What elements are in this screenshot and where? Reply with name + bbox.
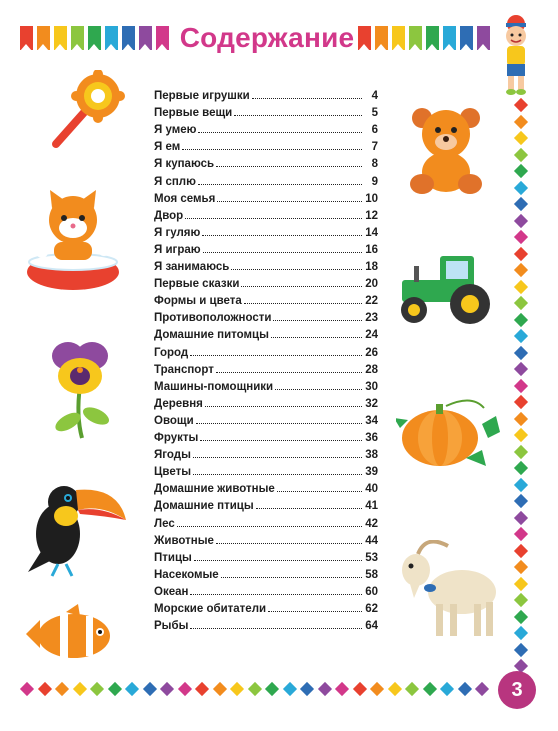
toc-entry-title: Первые игрушки bbox=[154, 90, 250, 102]
toc-leader-dots bbox=[216, 166, 362, 167]
toc-entry bbox=[154, 359, 378, 376]
toc-entry-title: Морские обитатели bbox=[154, 603, 267, 615]
pumpkin-icon bbox=[396, 398, 506, 470]
border-diamond bbox=[514, 378, 528, 392]
toc-entry bbox=[154, 119, 378, 136]
toc-entry-page: 26 bbox=[365, 346, 378, 359]
border-diamond bbox=[247, 682, 261, 696]
toc-leader-dots bbox=[196, 423, 362, 424]
toc-leader-dots bbox=[244, 303, 362, 304]
toc-entry bbox=[154, 205, 378, 222]
toc-entry bbox=[154, 102, 378, 119]
toc-entry bbox=[154, 410, 378, 427]
toc-entry-page: 12 bbox=[365, 209, 378, 222]
bunting-flag bbox=[139, 26, 152, 50]
toc-leader-dots bbox=[193, 457, 362, 458]
toc-entry bbox=[154, 530, 378, 547]
toc-leader-dots bbox=[252, 98, 362, 99]
toc-entry-page: 24 bbox=[365, 329, 378, 342]
toc-entry-title: Я умею bbox=[154, 124, 197, 137]
toc-entry-page: 32 bbox=[365, 397, 378, 410]
toc-entry bbox=[154, 427, 378, 444]
toc-leader-dots bbox=[198, 184, 362, 185]
toc-entry bbox=[154, 324, 378, 341]
toc-entry-page: 23 bbox=[365, 312, 378, 325]
bunting-flag bbox=[54, 26, 67, 50]
bunting-flag bbox=[88, 26, 101, 50]
bunting-left bbox=[20, 26, 176, 52]
border-diamond bbox=[300, 682, 314, 696]
toc-entry-page: 8 bbox=[371, 158, 378, 171]
toc-entry-title: Я гуляю bbox=[154, 226, 201, 239]
toc-entry bbox=[154, 393, 378, 410]
toc-leader-dots bbox=[202, 235, 362, 236]
toc-entry-title: Овощи bbox=[154, 414, 194, 427]
border-diamond bbox=[514, 626, 528, 640]
toc-entry-page: 60 bbox=[365, 585, 378, 598]
toc-entry-title: Я играю bbox=[154, 243, 201, 256]
border-diamond bbox=[514, 543, 528, 557]
border-diamond bbox=[177, 682, 191, 696]
border-diamond bbox=[514, 494, 528, 508]
bunting-flag bbox=[358, 26, 371, 50]
toc-entry bbox=[154, 256, 378, 273]
toc-entry-title: Птицы bbox=[154, 551, 192, 564]
toc-entry-page: 40 bbox=[365, 483, 378, 496]
toc-entry bbox=[154, 222, 378, 239]
toc-leader-dots bbox=[177, 526, 362, 527]
toc-entry-title: Ягоды bbox=[154, 449, 191, 462]
bunting-flag bbox=[460, 26, 473, 50]
toc-entry bbox=[154, 461, 378, 478]
page-number-badge: 3 bbox=[498, 671, 536, 709]
border-diamond bbox=[514, 263, 528, 277]
bunting-flag bbox=[443, 26, 456, 50]
toc-leader-dots bbox=[190, 594, 362, 595]
border-diamond bbox=[514, 180, 528, 194]
border-diamond bbox=[317, 682, 331, 696]
border-diamond bbox=[514, 131, 528, 145]
toc-leader-dots bbox=[216, 372, 362, 373]
rattle-icon bbox=[42, 70, 126, 152]
toc-entry bbox=[154, 307, 378, 324]
border-diamond bbox=[212, 682, 226, 696]
toc-entry-title: Фрукты bbox=[154, 432, 199, 444]
toc-entry bbox=[154, 581, 378, 598]
toc-entry-page: 38 bbox=[365, 449, 378, 462]
bunting-flag bbox=[392, 26, 405, 50]
toc-entry-page: 62 bbox=[365, 603, 378, 615]
toc-entry-page: 28 bbox=[365, 363, 378, 376]
toc-entry bbox=[154, 342, 378, 359]
toc-entry-title: Я занимаюсь bbox=[154, 261, 230, 273]
tractor-icon bbox=[392, 252, 496, 326]
border-diamond bbox=[387, 682, 401, 696]
bunting-flag bbox=[477, 26, 490, 50]
border-diamond bbox=[405, 682, 419, 696]
toc-leader-dots bbox=[268, 611, 362, 612]
toc-entry bbox=[154, 188, 378, 205]
toc-entry-page: 30 bbox=[365, 380, 378, 393]
toc-entry-title: Животные bbox=[154, 534, 214, 547]
toc-entry bbox=[154, 547, 378, 564]
toc-entry-page: 39 bbox=[365, 466, 378, 479]
kitten-icon bbox=[22, 186, 124, 296]
bunting-flag bbox=[156, 26, 169, 50]
border-diamond bbox=[55, 682, 69, 696]
border-diamond bbox=[195, 682, 209, 696]
page-title: Содержание bbox=[179, 22, 355, 53]
border-diamond bbox=[514, 560, 528, 574]
toc-entry-title: Формы и цвета bbox=[154, 295, 242, 308]
goat-icon bbox=[396, 540, 504, 640]
border-diamond bbox=[514, 230, 528, 244]
border-diamond bbox=[514, 411, 528, 425]
toc-entry-page: 22 bbox=[365, 295, 378, 308]
bunting-flag bbox=[20, 26, 33, 50]
toucan-icon bbox=[22, 480, 130, 578]
border-diamond bbox=[90, 682, 104, 696]
border-diamond bbox=[514, 246, 528, 260]
border-diamond bbox=[514, 527, 528, 541]
toc-entry-title: Насекомые bbox=[154, 568, 219, 581]
toc-entry-title: Двор bbox=[154, 209, 184, 222]
border-diamond bbox=[142, 682, 156, 696]
toc-leader-dots bbox=[182, 149, 362, 150]
toc-leader-dots bbox=[205, 406, 362, 407]
border-diamond bbox=[514, 576, 528, 590]
toc-entry bbox=[154, 171, 378, 188]
border-diamond bbox=[37, 682, 51, 696]
toc-entry-title: Город bbox=[154, 346, 189, 359]
bunting-flag bbox=[375, 26, 388, 50]
toc-entry-page: 36 bbox=[365, 432, 378, 444]
border-diamond bbox=[514, 197, 528, 211]
toc-leader-dots bbox=[271, 337, 362, 338]
toc-entry-title: Цветы bbox=[154, 466, 192, 479]
toc-entry-title: Первые сказки bbox=[154, 278, 240, 291]
clownfish-icon bbox=[22, 604, 114, 666]
toc-entry-title: Домашние животные bbox=[154, 483, 275, 496]
border-diamond bbox=[514, 593, 528, 607]
toc-entry bbox=[154, 376, 378, 393]
pansy-icon bbox=[46, 336, 116, 440]
toc-leader-dots bbox=[275, 389, 362, 390]
toc-entry-page: 34 bbox=[365, 414, 378, 427]
border-diamond bbox=[230, 682, 244, 696]
border-diamond bbox=[352, 682, 366, 696]
toc-entry-page: 20 bbox=[365, 278, 378, 291]
toc-entry-page: 44 bbox=[365, 534, 378, 547]
toc-entry-title: Первые вещи bbox=[154, 107, 233, 120]
toc-entry-title: Я сплю bbox=[154, 175, 196, 188]
toc-entry-title: Деревня bbox=[154, 397, 203, 410]
toc-leader-dots bbox=[194, 560, 362, 561]
toc-entry-title: Противоположности bbox=[154, 312, 272, 325]
bunting-flag bbox=[37, 26, 50, 50]
border-diamond bbox=[440, 682, 454, 696]
toc-leader-dots bbox=[203, 252, 362, 253]
toc-entry-page: 18 bbox=[365, 261, 378, 273]
toc-entry bbox=[154, 290, 378, 307]
toc-entry bbox=[154, 273, 378, 290]
border-diamond bbox=[265, 682, 279, 696]
toc-leader-dots bbox=[185, 218, 362, 219]
border-diamond bbox=[514, 296, 528, 310]
toc-leader-dots bbox=[193, 474, 362, 475]
toc-entry-title: Машины-помощники bbox=[154, 380, 274, 393]
toc-entry bbox=[154, 598, 378, 615]
border-diamond bbox=[514, 345, 528, 359]
toc-entry-page: 7 bbox=[371, 141, 378, 154]
toc-entry bbox=[154, 513, 378, 530]
toc-entry bbox=[154, 239, 378, 256]
toc-leader-dots bbox=[277, 491, 362, 492]
boy-icon bbox=[494, 14, 538, 96]
toc-leader-dots bbox=[216, 543, 362, 544]
toc-entry-title: Океан bbox=[154, 585, 189, 598]
toc-leader-dots bbox=[198, 132, 362, 133]
toc-leader-dots bbox=[273, 320, 362, 321]
border-diamond bbox=[514, 329, 528, 343]
toc-entry-page: 5 bbox=[371, 107, 378, 120]
border-diamond bbox=[514, 312, 528, 326]
border-diamond bbox=[370, 682, 384, 696]
border-diamond bbox=[514, 164, 528, 178]
toc-entry-title: Домашние птицы bbox=[154, 500, 254, 513]
bunting-right bbox=[358, 26, 498, 52]
toc-entry-title: Рыбы bbox=[154, 620, 189, 633]
border-diamond bbox=[514, 279, 528, 293]
border-diamond bbox=[125, 682, 139, 696]
border-diamond bbox=[514, 609, 528, 623]
toc-leader-dots bbox=[190, 355, 362, 356]
toc-entry-page: 10 bbox=[365, 192, 378, 205]
toc-entry bbox=[154, 444, 378, 461]
border-diamond bbox=[514, 510, 528, 524]
border-diamond bbox=[20, 682, 34, 696]
border-diamond bbox=[514, 395, 528, 409]
bunting-flag bbox=[409, 26, 422, 50]
toc-entry-page: 16 bbox=[365, 243, 378, 256]
teddy-bear-icon bbox=[404, 104, 488, 196]
border-diamond bbox=[514, 98, 528, 112]
toc-entry-page: 4 bbox=[371, 90, 378, 102]
toc-leader-dots bbox=[221, 577, 362, 578]
border-diamond bbox=[514, 444, 528, 458]
toc-entry-page: 64 bbox=[365, 620, 378, 633]
toc-entry-title: Лес bbox=[154, 517, 175, 530]
toc-entry-page: 53 bbox=[365, 551, 378, 564]
toc-entry-title: Транспорт bbox=[154, 363, 214, 376]
toc-entry-page: 6 bbox=[371, 124, 378, 137]
toc-entry-title: Я ем bbox=[154, 141, 181, 154]
toc-leader-dots bbox=[241, 286, 362, 287]
bunting-flag bbox=[105, 26, 118, 50]
toc-entry-title: Я купаюсь bbox=[154, 158, 215, 171]
toc-entry bbox=[154, 615, 378, 632]
toc-entry-title: Моя семья bbox=[154, 192, 216, 205]
border-diamond bbox=[514, 428, 528, 442]
bunting-flag bbox=[122, 26, 135, 50]
border-diamond bbox=[282, 682, 296, 696]
border-diamond bbox=[514, 461, 528, 475]
border-diamond bbox=[514, 213, 528, 227]
toc-leader-dots bbox=[231, 269, 362, 270]
toc-entry bbox=[154, 495, 378, 512]
toc-entry-title: Домашние питомцы bbox=[154, 329, 269, 342]
toc-leader-dots bbox=[190, 628, 362, 629]
border-diamond bbox=[107, 682, 121, 696]
bunting-flag bbox=[426, 26, 439, 50]
toc-entry-page: 9 bbox=[371, 175, 378, 188]
border-diamond bbox=[422, 682, 436, 696]
toc-entry bbox=[154, 564, 378, 581]
border-diamond bbox=[335, 682, 349, 696]
toc-entry-page: 58 bbox=[365, 568, 378, 581]
toc-entry bbox=[154, 478, 378, 495]
border-diamond bbox=[514, 362, 528, 376]
border-diamond bbox=[514, 147, 528, 161]
toc-entry bbox=[154, 85, 378, 102]
toc-entry bbox=[154, 153, 378, 170]
border-diamond bbox=[160, 682, 174, 696]
border-diamond bbox=[72, 682, 86, 696]
bunting-flag bbox=[71, 26, 84, 50]
border-diamond bbox=[514, 642, 528, 656]
toc-leader-dots bbox=[234, 115, 362, 116]
border-diamond bbox=[457, 682, 471, 696]
toc-entry bbox=[154, 136, 378, 153]
toc-entry-page: 14 bbox=[365, 226, 378, 239]
toc-leader-dots bbox=[217, 201, 362, 202]
border-diamond bbox=[514, 114, 528, 128]
toc-leader-dots bbox=[200, 440, 362, 441]
toc-entry-page: 41 bbox=[365, 500, 378, 513]
border-diamond bbox=[514, 477, 528, 491]
toc-leader-dots bbox=[256, 508, 362, 509]
toc-entry-page: 42 bbox=[365, 517, 378, 530]
border-diamond bbox=[475, 682, 489, 696]
